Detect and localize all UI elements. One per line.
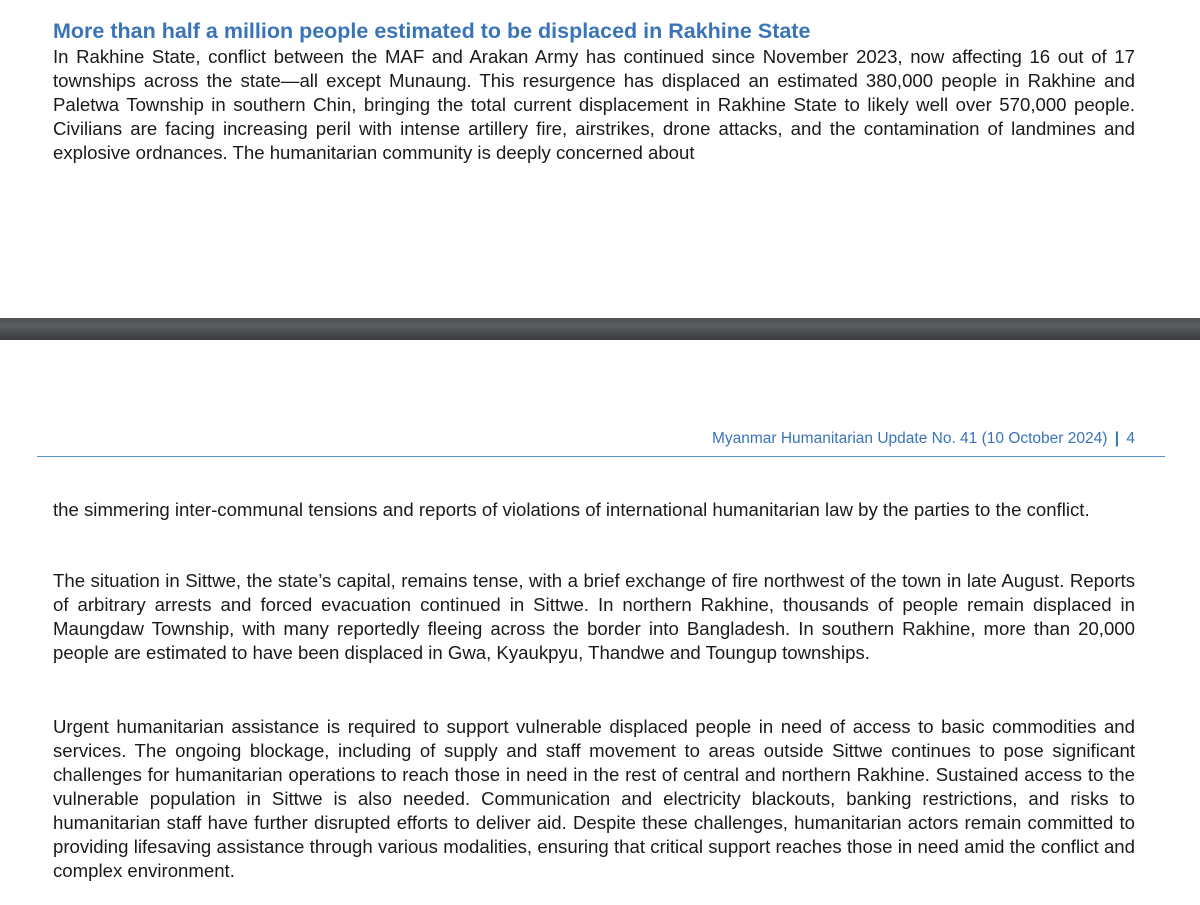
body-paragraph: Urgent humanitarian assistance is required to support vulnerable displaced people in need of access to basic commodities and services. The ongoing blockage, including of supply and staff movement to areas outside Sittwe continues to pose significant challenges for humanitarian operations to reach those in need in the rest of central and northern Rakhine. Sustained access to the vulnerable population in Sittwe is also needed. Communication and electricity blackouts, banking restrictions, and risks to humanitarian staff have further disrupted efforts to deliver aid. Despite these challenges, humanitarian actors remain committed to providing lifesaving assistance through various modalities, ensuring that critical support reaches those in need amid the conflict and complex environment. xyxy=(53,716,1135,881)
header-divider xyxy=(37,456,1165,457)
running-header-separator: | xyxy=(1114,430,1120,447)
running-header-title: Myanmar Humanitarian Update No. 41 (10 October 2024) xyxy=(711,430,1108,447)
running-header xyxy=(712,430,1135,448)
body-paragraph-continued: the simmering inter-communal tensions and reports of violations of international humanitarian law by the parties to the conflict. xyxy=(53,499,1090,520)
previous-page-section xyxy=(0,0,1200,318)
section-heading: More than half a million people estimated to be displaced in Rakhine State xyxy=(53,19,811,43)
body-paragraph: In Rakhine State, conflict between the MAF and Arakan Army has continued since November 2023, now affecting 16 out of 17 townships across the state—all except Munaung. This resurgence has displaced an estimated 380,000 people in Rakhine and Paletwa Township in southern Chin, bringing the total current displacement in Rakhine State to likely well over 570,000 people. Civilians are facing increasing peril with intense artillery fire, airstrikes, drone attacks, and the contamination of landmines and explosive ordnances. The humanitarian community is deeply concerned about xyxy=(53,46,1135,163)
page-number: 4 xyxy=(1126,430,1135,447)
body-paragraph: The situation in Sittwe, the state’s capital, remains tense, with a brief exchange of fire northwest of the town in late August. Reports of arbitrary arrests and forced evacuation continued in Sittwe. In northern Rakhine, thousands of people remain displaced in Maungdaw Township, with many reportedly fleeing across the border into Bangladesh. In southern Rakhine, more than 20,000 people are estimated to have been displaced in Gwa, Kyaukpyu, Thandwe and Toungup townships. xyxy=(53,570,1135,663)
page-break-bar xyxy=(0,318,1200,340)
